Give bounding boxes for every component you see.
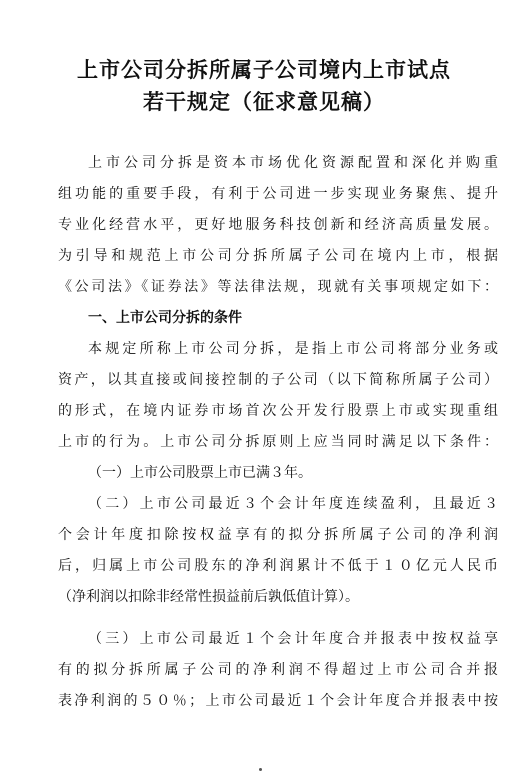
page-marker-dot bbox=[259, 768, 262, 771]
preamble-line-4: 为引导和规范上市公司分拆所属子公司在境内上市，根据 bbox=[58, 248, 498, 264]
condition-2-line-3: 后，归属上市公司股东的净利润累计不低于１０亿元人民币 bbox=[58, 558, 498, 574]
condition-3-line-3: 表净利润的５０％；上市公司最近１个会计年度合并报表中按 bbox=[58, 693, 498, 709]
preamble-line-2: 组功能的重要手段，有利于公司进一步实现业务聚焦、提升 bbox=[58, 186, 498, 202]
condition-2-line-4: （净利润以扣除非经常性损益前后孰低值计算）。 bbox=[58, 589, 359, 605]
condition-3-line-1: （三）上市公司最近１个会计年度合并报表中按权益享 bbox=[88, 631, 498, 647]
section-1-intro-line-1: 本规定所称上市公司分拆，是指上市公司将部分业务或 bbox=[88, 341, 498, 357]
document-title-line-2: 若干规定（征求意见稿） bbox=[143, 90, 385, 114]
preamble-line-5: 《公司法》《证券法》等法律法规，现就有关事项规定如下： bbox=[58, 279, 498, 295]
section-1-heading: 一、上市公司分拆的条件 bbox=[88, 310, 242, 326]
section-1-intro-line-3: 的形式，在境内证券市场首次公开发行股票上市或实现重组 bbox=[58, 403, 498, 419]
condition-2-line-2: 个会计年度扣除按权益享有的拟分拆所属子公司的净利润 bbox=[58, 527, 498, 543]
section-1-intro-line-2: 资产，以其直接或间接控制的子公司（以下简称所属子公司） bbox=[58, 372, 498, 388]
preamble-line-1: 上市公司分拆是资本市场优化资源配置和深化并购重 bbox=[88, 155, 498, 171]
document-title-line-1: 上市公司分拆所属子公司境内上市试点 bbox=[77, 58, 451, 82]
section-1-intro-line-4: 上市的行为。上市公司分拆原则上应当同时满足以下条件： bbox=[58, 434, 498, 450]
preamble-line-3: 专业化经营水平，更好地服务科技创新和经济高质量发展。 bbox=[58, 217, 498, 233]
condition-1-line-1: （一）上市公司股票上市已满３年。 bbox=[88, 465, 312, 481]
condition-3-line-2: 有的拟分拆所属子公司的净利润不得超过上市公司合并报 bbox=[58, 662, 498, 678]
condition-2-line-1: （二）上市公司最近３个会计年度连续盈利，且最近３ bbox=[88, 496, 498, 512]
